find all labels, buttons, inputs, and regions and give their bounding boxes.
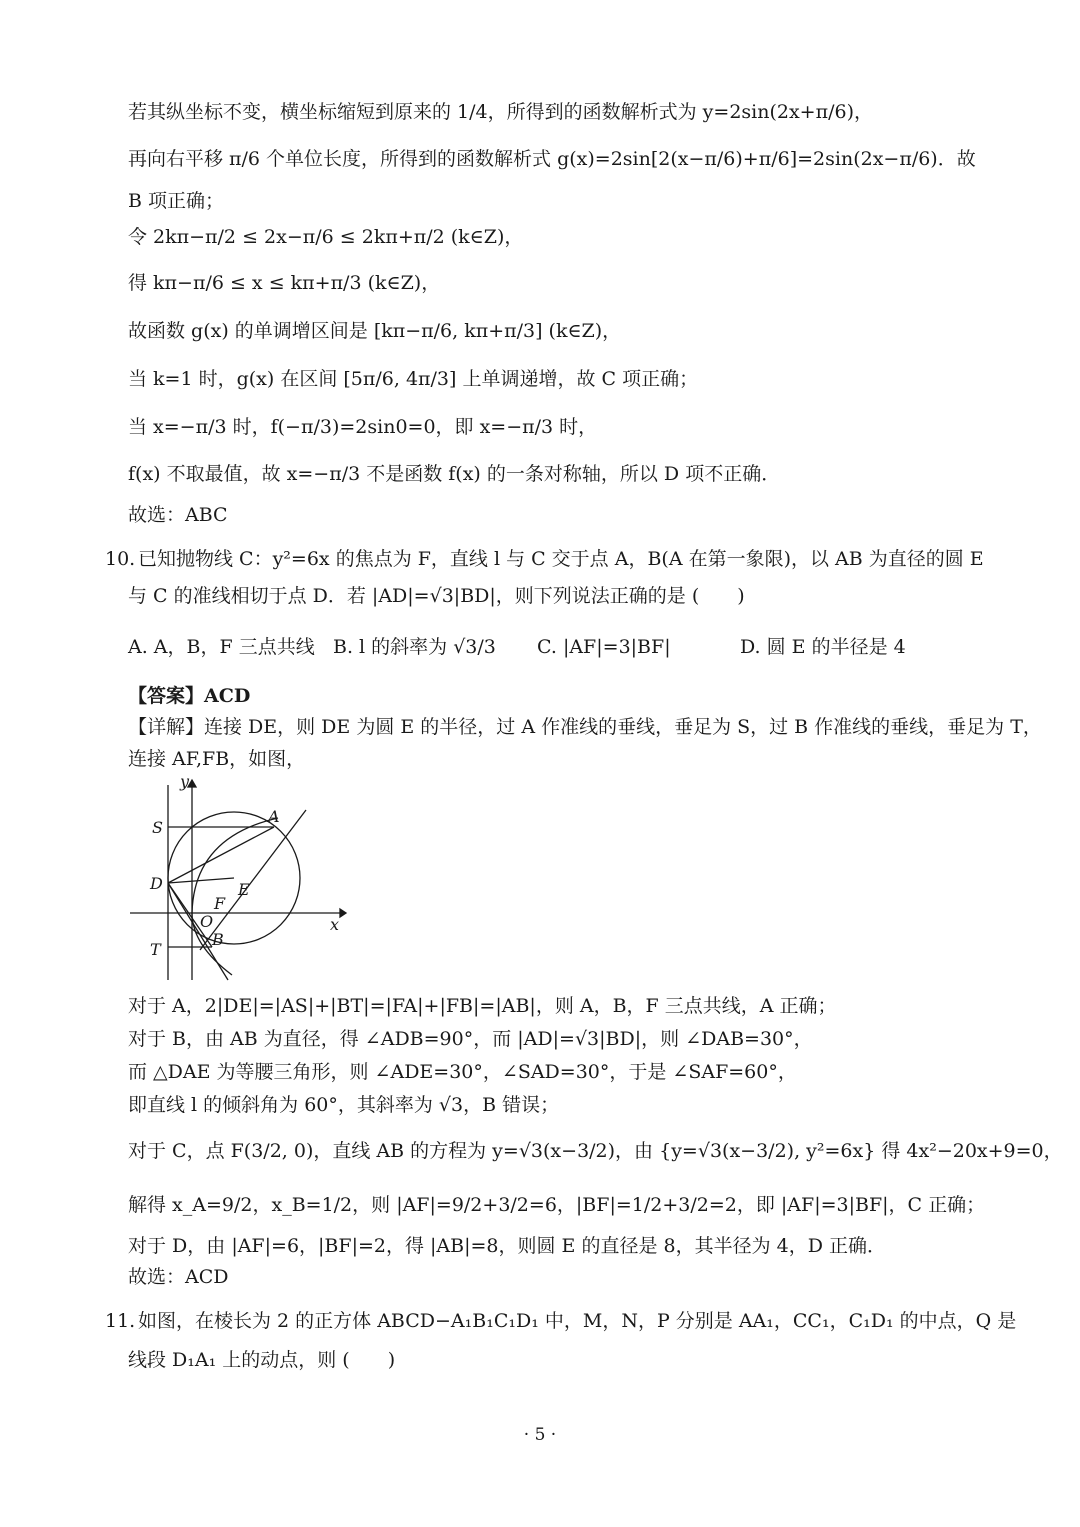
answer-label: 【答案】ACD (128, 685, 251, 707)
option-b: B. l 的斜率为 √3/3 (333, 636, 496, 658)
solution-line: B 项正确； (128, 190, 225, 212)
question-number: 10. (105, 548, 136, 570)
question-stem: 如图，在棱长为 2 的正方体 ABCD−A₁B₁C₁D₁ 中，M，N，P 分别是 AA₁，CC₁，C₁D₁ 的中点，Q 是 (138, 1310, 1017, 1332)
solution-line: 对于 B，由 AB 为直径，得 ∠ADB=90°，而 |AD|=√3|BD|，则 ∠DAB=30°， (128, 1028, 813, 1050)
solution-line: 解得 x_A=9/2，x_B=1/2，则 |AF|=9/2+3/2=6，|BF|=1/2+3/2=2，即 |AF|=3|BF|，C 正确； (128, 1194, 986, 1216)
detail-text: 连接 AF,FB，如图， (128, 748, 306, 770)
label-e: E (238, 880, 250, 899)
question-stem: 已知抛物线 C：y²=6x 的焦点为 F，直线 l 与 C 交于点 A，B(A 在第一象限)，以 AB 为直径的圆 E (138, 548, 984, 570)
page-number: · 5 · (523, 1425, 557, 1445)
final-choice: 故选：ABC (128, 504, 228, 526)
solution-line: 对于 D，由 |AF|=6，|BF|=2，得 |AB|=8，则圆 E 的直径是 8，其半径为 4，D 正确． (128, 1235, 886, 1257)
parabola (192, 818, 278, 975)
label-o: O (200, 912, 214, 931)
option-c: C. |AF|=3|BF| (537, 636, 671, 658)
solution-line: 对于 A，2|DE|=|AS|+|BT|=|FA|+|FB|=|AB|，则 A，B，F 三点共线，A 正确； (128, 995, 837, 1017)
y-axis-arrow (188, 780, 196, 787)
x-axis-arrow (340, 909, 346, 917)
solution-line: 再向右平移 π/6 个单位长度，所得到的函数解析式 g(x)=2sin[2(x−π/6)+π/6]=2sin(2x−π/6)．故 (128, 148, 976, 170)
option-d: D. 圆 E 的半径是 4 (740, 636, 906, 658)
label-b: B (212, 930, 224, 949)
solution-line: 即直线 l 的倾斜角为 60°，其斜率为 √3，B 错误； (128, 1094, 560, 1116)
label-d: D (150, 874, 163, 893)
question-number: 11. (105, 1310, 136, 1332)
solution-line: 当 x=−π/3 时，f(−π/3)=2sin0=0，即 x=−π/3 时， (128, 416, 598, 438)
solution-line: 故函数 g(x) 的单调增区间是 [kπ−π/6, kπ+π/3] (k∈Z)， (128, 320, 622, 342)
label-f: F (214, 894, 226, 913)
label-s: S (152, 818, 163, 837)
segment-de (168, 878, 234, 883)
label-a: A (268, 807, 280, 826)
solution-line: 当 k=1 时，g(x) 在区间 [5π/6, 4π/3] 上单调递增，故 C 项正确； (128, 368, 699, 390)
question-stem: 线段 D₁A₁ 上的动点，则 ( ) (128, 1349, 396, 1371)
final-choice: 故选：ACD (128, 1266, 229, 1288)
label-t: T (150, 940, 161, 959)
solution-line: 对于 C，点 F(3/2, 0)，直线 AB 的方程为 y=√3(x−3/2)，由 {y=√3(x−3/2), y²=6x} 得 4x²−20x+9=0， (128, 1140, 1063, 1162)
question-stem: 与 C 的准线相切于点 D．若 |AD|=√3|BD|，则下列说法正确的是 ( ) (128, 585, 745, 607)
solution-line: 得 kπ−π/6 ≤ x ≤ kπ+π/3 (k∈Z)， (128, 272, 441, 294)
solution-line: 若其纵坐标不变，横坐标缩短到原来的 1/4，所得到的函数解析式为 y=2sin(2x+π/6)， (128, 101, 873, 123)
geometry-figure (128, 775, 348, 985)
solution-line: f(x) 不取最值，故 x=−π/3 不是函数 f(x) 的一条对称轴，所以 D 项不正确． (128, 463, 781, 485)
label-y: y (180, 775, 190, 791)
option-a: A. A，B，F 三点共线 (128, 636, 315, 658)
label-x: x (330, 915, 340, 934)
solution-line: 而 △DAE 为等腰三角形，则 ∠ADE=30°，∠SAD=30°，于是 ∠SAF=60°， (128, 1061, 797, 1083)
solution-line: 令 2kπ−π/2 ≤ 2x−π/6 ≤ 2kπ+π/2 (k∈Z)， (128, 226, 524, 248)
detail-text: 【详解】连接 DE，则 DE 为圆 E 的半径，过 A 作准线的垂线，垂足为 S，过 B 作准线的垂线，垂足为 T， (128, 716, 1042, 738)
